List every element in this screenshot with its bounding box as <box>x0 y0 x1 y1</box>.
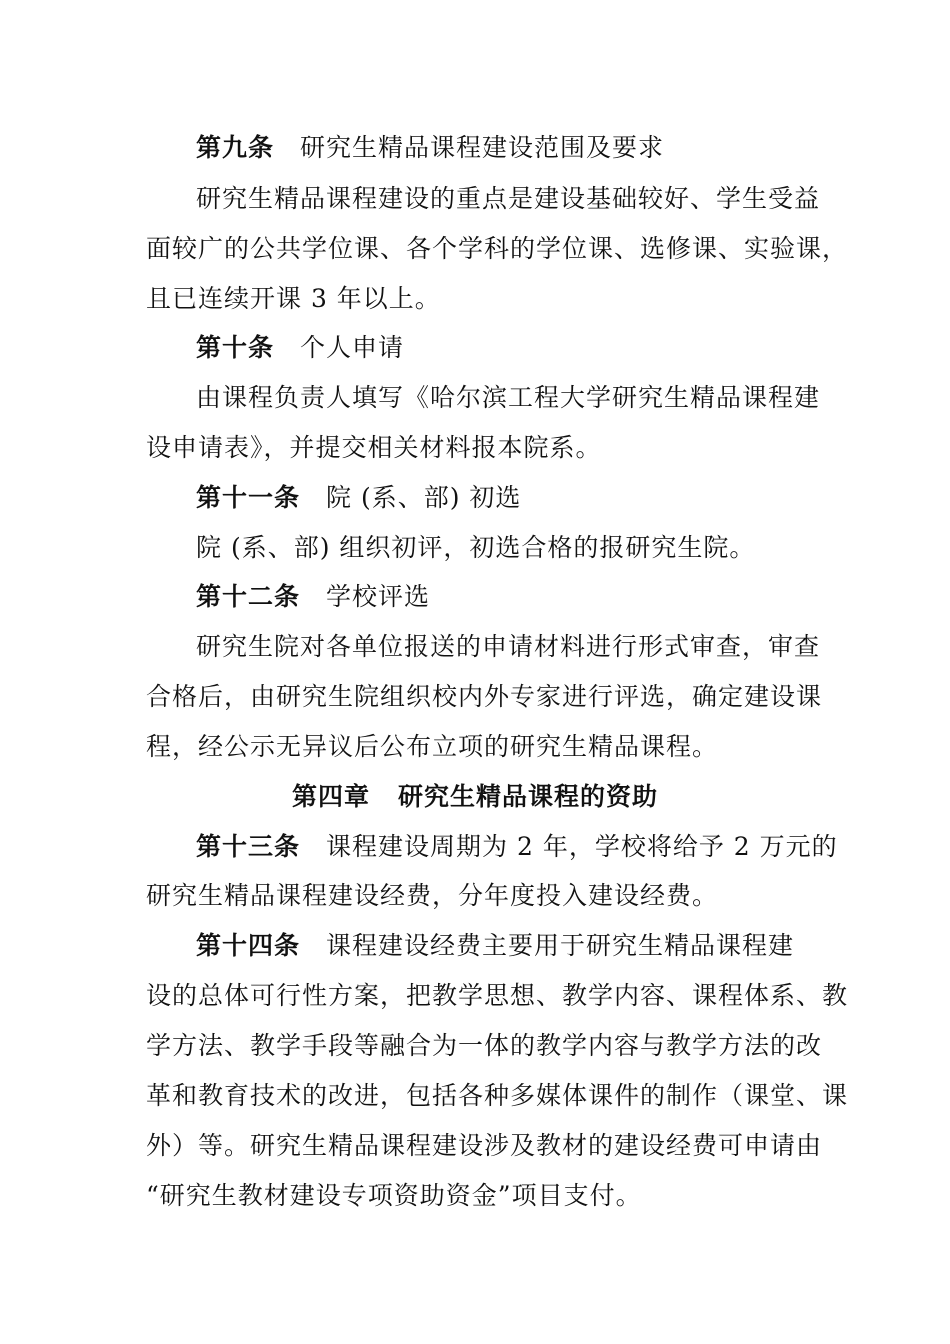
article-12-line-2: 合格后，由研究生院组织校内外专家进行评选，确定建设课 <box>146 682 823 711</box>
chapter-4-heading <box>0 782 950 812</box>
article-9-line-1: 研究生精品课程建设的重点是建设基础较好、学生受益 <box>196 184 821 213</box>
article-12-label: 第十二条 <box>196 582 301 611</box>
article-13-heading <box>196 832 866 862</box>
article-11-line-1: 院 (系、部) 组织初评，初选合格的报研究生院。 <box>196 533 756 562</box>
article-9-label: 第九条 <box>196 133 275 162</box>
article-9-heading <box>196 133 866 163</box>
article-14-line-2: 设的总体可行性方案，把教学思想、教学内容、课程体系、教 <box>146 981 849 1010</box>
article-12-heading <box>196 582 866 612</box>
article-10-label: 第十条 <box>196 333 275 362</box>
article-11-label: 第十一条 <box>196 483 301 512</box>
article-14-line-3: 学方法、教学手段等融合为一体的教学内容与教学方法的改 <box>146 1031 823 1060</box>
article-13-first-line: 课程建设周期为 2 年，学校将给予 2 万元的 <box>326 832 838 861</box>
article-9-line-2: 面较广的公共学位课、各个学科的学位课、选修课、实验课， <box>146 234 849 263</box>
article-14-line-5: 外）等。研究生精品课程建设涉及教材的建设经费可申请由 <box>146 1131 823 1160</box>
article-14-label: 第十四条 <box>196 931 301 960</box>
chapter-4-title: 研究生精品课程的资助 <box>398 782 659 811</box>
chapter-4-label: 第四章 <box>291 782 370 811</box>
article-10-line-2: 设申请表》，并提交相关材料报本院系。 <box>146 433 602 462</box>
article-14-line-4: 革和教育技术的改进，包括各种多媒体课件的制作（课堂、课 <box>146 1081 849 1110</box>
article-14-first-line: 课程建设经费主要用于研究生精品课程建 <box>326 931 795 960</box>
article-13-label: 第十三条 <box>196 832 301 861</box>
article-13-line-2: 研究生精品课程建设经费，分年度投入建设经费。 <box>146 881 719 910</box>
article-9-title: 研究生精品课程建设范围及要求 <box>300 133 665 162</box>
article-10-heading <box>196 333 866 363</box>
article-12-title: 学校评选 <box>326 582 431 611</box>
article-10-title: 个人申请 <box>300 333 405 362</box>
article-11-title: 院 (系、部) 初选 <box>326 483 522 512</box>
article-10-line-1: 由课程负责人填写《哈尔滨工程大学研究生精品课程建 <box>196 383 821 412</box>
article-9-line-3: 且已连续开课 3 年以上。 <box>146 284 441 313</box>
article-11-heading <box>196 483 866 513</box>
article-14-heading <box>196 931 866 961</box>
article-12-line-3: 程，经公示无异议后公布立项的研究生精品课程。 <box>146 732 719 761</box>
article-14-line-6: “研究生教材建设专项资助资金”项目支付。 <box>146 1181 642 1210</box>
article-12-line-1: 研究生院对各单位报送的申请材料进行形式审查，审查 <box>196 632 821 661</box>
